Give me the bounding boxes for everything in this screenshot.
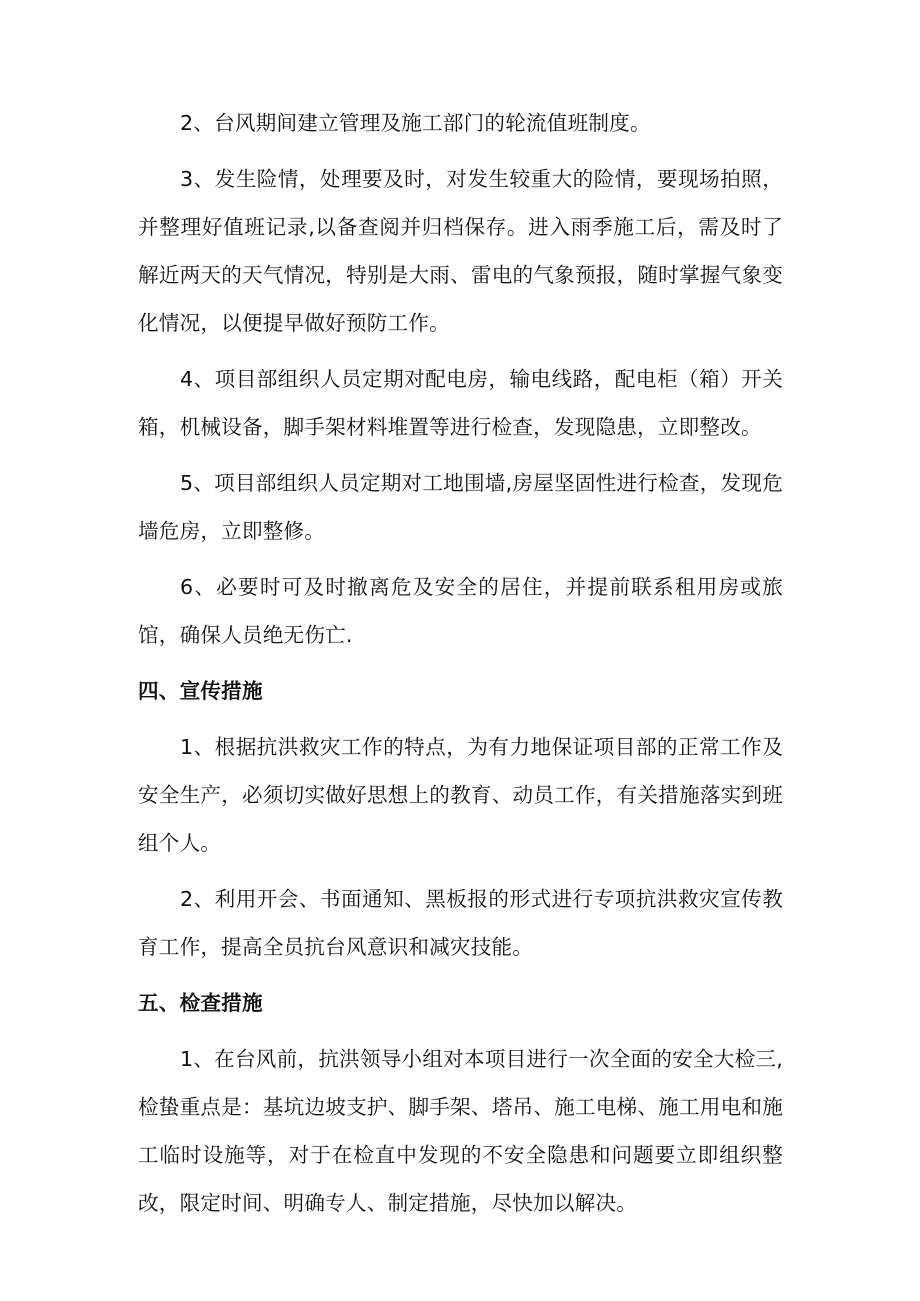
section-heading-inspection: 五、检查措施 — [138, 991, 263, 1015]
document-body — [138, 99, 783, 1227]
paragraph-publicity-education: 1、根据抗洪救灾工作的特点，为有力地保证项目部的正常工作及安全生产，必须切实做好思想上的教育、动员工作，有关措施落实到班组个人。 — [138, 735, 783, 855]
paragraph-emergency-handling: 3、发生险情，处理要及时，对发生较重大的险情，要现场拍照，并整理好值班记录,以备查阅并归档保存。进入雨季施工后，需及时了解近两天的天气情况，特别是大雨、雷电的气象预报，随时掌握气象变化情况，以便提早做好预防工作。 — [138, 167, 783, 335]
paragraph-pre-typhoon-inspection: 1、在台风前，抗洪领导小组对本项目进行一次全面的安全大检三,检蛰重点是：基坑边坡支护、脚手架、塔吊、施工电梯、施工用电和施工临时设施等，对于在检直中发现的不安全隐患和问题要立即组织整改，限定时间、明确专人、制定措施，尽快加以解决。 — [138, 1047, 783, 1215]
paragraph-publicity-methods: 2、利用开会、书面通知、黑板报的形式进行专项抗洪救灾宣传教育工作，提高全员抗台风意识和减灾技能。 — [138, 887, 783, 959]
section-heading-publicity: 四、宣传措施 — [138, 679, 263, 703]
paragraph-duty-rotation: 2、台风期间建立管理及施工部门的轮流值班制度。 — [180, 111, 651, 135]
paragraph-electrical-inspection: 4、项目部组织人员定期对配电房，输电线路，配电柜（箱）开关箱，机械设备，脚手架材料堆置等进行检查，发现隐患，立即整改。 — [138, 367, 783, 439]
paragraph-evacuation: 6、必要时可及时撤离危及安全的居住，并提前联系租用房或旅馆，确保人员绝无伤亡. — [138, 575, 783, 647]
paragraph-building-inspection: 5、项目部组织人员定期对工地围墙,房屋坚固性进行检查，发现危墙危房，立即整修。 — [138, 471, 783, 543]
